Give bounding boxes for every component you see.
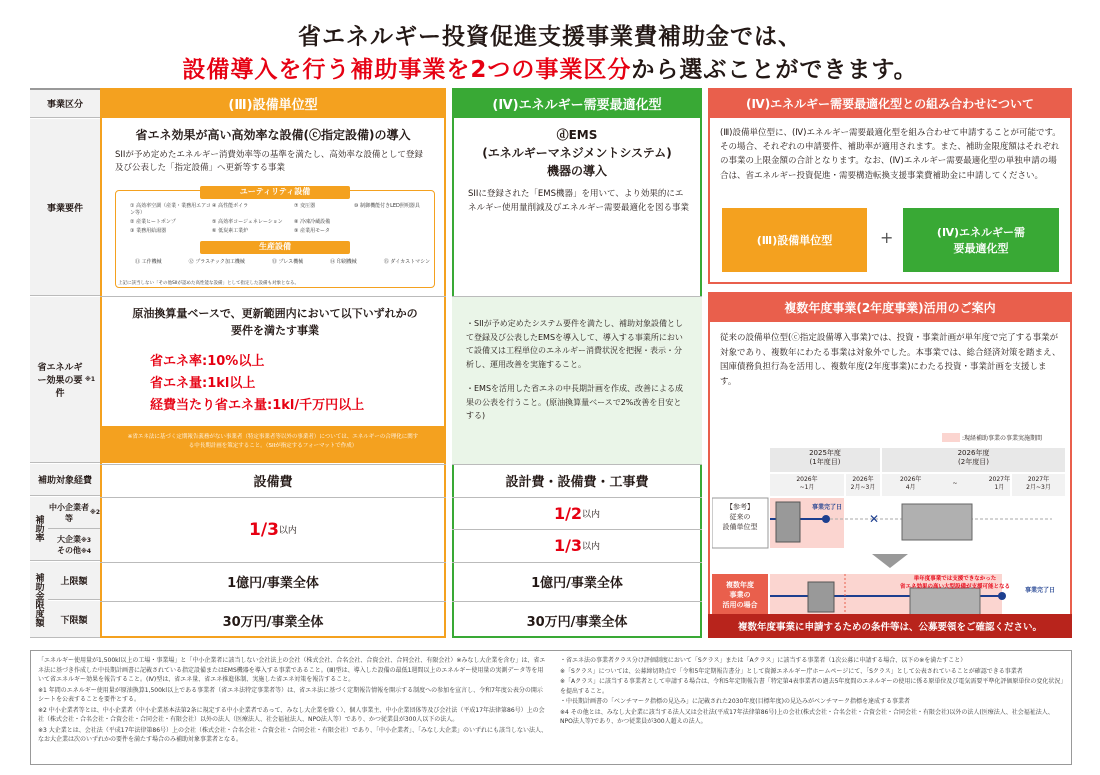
label-shoene-mark: ※1 [84, 376, 95, 383]
utility-item [354, 228, 430, 235]
utility-item: ⑨ 産業用モータ [294, 228, 330, 234]
utility-item: ② 産業ヒートポンプ [130, 219, 176, 225]
period4 [1012, 476, 1065, 492]
utility-item: ⑧ 冷凍冷蔵設備 [294, 219, 331, 225]
period4-range: 2月~3月 [1026, 484, 1051, 491]
title-rest: から選ぶことができます。 [631, 57, 918, 83]
utility-item: ④ 高性能ボイラ [212, 203, 249, 209]
combo-box2: (Ⅳ)エネルギー需要最適化型 [903, 208, 1059, 272]
ref-label1: 【参考】 [726, 503, 754, 511]
col3-upper: 1億円/事業全体 [100, 562, 446, 600]
down-arrow [872, 554, 908, 568]
multi-note1: 単年度事業では支援できなかった [913, 576, 997, 582]
col4-lower: 30万円/事業全体 [452, 601, 702, 638]
col3-effect2: 省エネ量:1kl以上 [150, 376, 256, 391]
col4-rate1-suffix: 以内 [582, 510, 601, 520]
footer-note: ※3 大企業とは、会社法（平成17年法律第86号）上の会社（株式会社・合名会社・合資会社・合同会社・有限会社）であり、「中小企業者」、「みなし大企業」のいずれにも該当しない法人、なお大企業は次のいずれかの要件を満たす場合のみ補助対象事業者となる。 [38, 726, 548, 743]
col3-expense: 設備費 [100, 464, 446, 496]
col4-rate1-cell [452, 497, 702, 529]
period1-year: 2026年 [796, 476, 818, 483]
period3-end-month: 1月 [994, 484, 1005, 491]
footer-note: ※「Sクラス」については、公募締切時点で「令和5年定期報告書分」として資源エネルギー庁ホームページにて、「Sクラス」として公表されていることが確認できる事業者 [560, 667, 1023, 675]
title-highlight: 設備導入を行う補助事業を2つの事業区分 [182, 57, 632, 83]
multi-label [712, 580, 768, 610]
col4-effect2: ・EMSを活用した省エネの中長期計画を作成、改善による成果の公表を行うこと。(原油換算量ベースで2%改善を目安とする) [466, 384, 684, 420]
ref-done-dot [822, 515, 830, 523]
col3-rate-suffix: 以内 [278, 526, 297, 536]
col3-effect1: 省エネ率:10%以上 [150, 354, 265, 369]
label-chusho-text: 中小企業者等 [48, 502, 89, 523]
footer-note: ※1 年間のエネルギー使用量が原油換算1,500kl以上である事業者（省エネ法特定事業者等）は、省エネ法に基づく定期報告情報を開示する制度への参加を宣言し、令和7年度公表分の開示シートを公表することを要件とする。 [38, 686, 543, 703]
col3-effect-title: 原油換算量ベースで、更新範囲内において以下いずれかの要件を満たす事業 [132, 307, 418, 337]
year-2026-label: 2026年度 [957, 449, 990, 457]
col3-req-title: 省エネ効果が高い高効率な設備(ⓒ指定設備)の導入 [135, 128, 411, 142]
utility-item: ⑩ 制御機能付きLED照明器具 [354, 203, 420, 209]
big-machine-icon-ref [902, 504, 972, 540]
col4-upper: 1億円/事業全体 [452, 562, 702, 600]
big-machine-icon [910, 588, 980, 616]
period2-year: 2026年 [852, 476, 874, 483]
period1 [770, 476, 844, 492]
label-daikigyo-mark: ※3 [80, 536, 91, 544]
label-sonota-text: その他 [56, 545, 81, 555]
label-jogen: 上限額 [48, 562, 100, 600]
legend-text: :現経補助事業の事業実施期間 [962, 435, 1043, 442]
label-jigyo-kubun: 事業区分 [30, 88, 100, 118]
utility-item: ⑤ 高効率コージェネレーション [212, 219, 283, 225]
multi-label3: 活用の場合 [722, 601, 758, 609]
footer-note: ※2 中小企業者等とは、中小企業者（中小企業基本法第2条に規定する中小企業者であって、みなし大企業を除く）、個人事業主、中小企業団体等及び会社法（平成17年法律第86号）上の会社（株式会社・合名会社・合資会社・合同会社・有限会社）以外の法人（医療法人、社会福祉法人、NPO法人等）であり、かつ従業員が300人以下の法人。 [38, 706, 545, 723]
label-chusho-mark: ※2 [89, 509, 100, 516]
utility-items [130, 203, 430, 235]
year-2025-label: 2025年度 [809, 449, 841, 457]
page-title-line1: 省エネルギー投資促進支援事業費補助金では、 [298, 24, 802, 50]
utility-item: ⑦ 変圧器 [294, 203, 316, 209]
multi-machine-icon1 [808, 582, 834, 612]
legend-swatch [942, 433, 960, 442]
utility-item: ① 高効率空調（産業・業務用エアコン等） [130, 203, 211, 216]
col4-rate2-cell [452, 529, 702, 561]
multi-done-dot [998, 592, 1006, 600]
period1-range: ~1月 [799, 484, 815, 491]
col3-effect-note: ※省エネ法に基づく定期報告義務がない事業者（特定事業者等以外の事業者）については、エネルギーの合理化に関する中長期計画を策定すること。（SIIが指定するフォーマットで作成） [102, 426, 444, 463]
ref-label3: 設備単位型 [722, 523, 758, 531]
combo-header: (Ⅳ)エネルギー需要最適化型との組み合わせについて [708, 88, 1072, 118]
utility-item: ③ 業務用給湯器 [130, 228, 167, 234]
col3-rate-cell [100, 497, 446, 561]
col4-req-title2: (エネルギーマネジメントシステム) [482, 146, 672, 160]
label-jigyo-yoken: 事業要件 [30, 119, 100, 296]
seisan-item: ⑮ ダイカストマシン [383, 259, 430, 265]
utility-item: ⑥ 低炭素工業炉 [212, 228, 249, 234]
label-daikigyo [48, 529, 100, 561]
utility-item [354, 219, 430, 226]
multi-note2: 省エネ効果の高い大型設備が支援可能となる [899, 584, 1010, 590]
col3-effect3: 経費当たり省エネ量:1kl/千万円以上 [150, 398, 365, 413]
footer-note: 「エネルギー使用量が1,500kl以上の工場・事業場」と「中小企業者に該当しない会社法上の会社（株式会社、合名会社、合資会社、合同会社、有限会社）※みなし大企業を含む」は、省エネ法に基づき作成した中長期計画書に記載されている指定設備またはEMS機器を導入する事業であること。(Ⅲ)型は、導入した設備の最低1週間以上のエネルギー使用量の実測データ等を用いて省エネルギー効果を報告すること。(Ⅳ)型は、省エネ量、省エネ推進体制、実施した省エネ対策を報告すること。 [38, 657, 546, 683]
ref-cross: ✕ [868, 512, 880, 526]
period2 [846, 476, 880, 492]
seisan-items [135, 258, 430, 265]
col4-rate2-suffix: 以内 [582, 542, 601, 552]
col4-req-title3: 機器の導入 [546, 164, 607, 178]
label-shoene-yoken [30, 297, 100, 463]
multi-note [880, 575, 1030, 591]
footer-left [38, 656, 548, 746]
footer-note: ※4 その他とは、みなし大企業に該当する法人又は会社法(平成17年法律第86号)上の会社(株式会社・合名会社・合資会社・合同会社・有限会社)以外の法人(医療法人、社会福祉法人、NPO法人等)であり、かつ従業員が300人超えの法人。 [560, 708, 1054, 725]
label-daikigyo-text: 大企業 [56, 534, 81, 544]
period3-start-year: 2026年 [900, 476, 922, 483]
seisan-item: ⑫ プラスチック加工機械 [188, 259, 245, 265]
combo-text: (Ⅲ)設備単位型に、(Ⅳ)エネルギー需要最適化型を組み合わせて申請することが可能です。その場合、それぞれの申請要件、補助率が適用されます。また、補助金限度額はそれぞれの事業の上限金額の合計となります。なお、(Ⅳ)エネルギー需要最適化型の単独申請の場合は、省エネルギー投資促進・需要構造転換支援事業費補助金に申請してください。 [720, 128, 1061, 181]
col4-effect1: ・SIIが予め定めたシステム要件を満たし、補助対象設備として登録及び公表したEMSを導入して、導入する事業所において設備又は工程単位のエネルギー消費状況を把握・表示・分析し、運用改善を実施すること。 [466, 319, 683, 369]
col4-rate2: 1/3 [553, 536, 583, 555]
col3-rate: 1/3 [249, 519, 279, 540]
label-gendogaku: 補助金限度額 [30, 562, 48, 638]
multi-header: 複数年度事業(2年度事業)活用のご案内 [708, 292, 1072, 322]
col4-req-title1: ⓓEMS [556, 128, 598, 142]
seisan-item: ⑪ 工作機械 [135, 259, 162, 265]
year-2026 [882, 449, 1065, 467]
label-kagen: 下限額 [48, 601, 100, 638]
year-2026-sub: (2年度目) [958, 458, 989, 466]
multi-text: 従来の設備単位型(ⓒ指定設備導入事業)では、投資・事業計画が単年度で完了する事業が対象であり、複数年にわたる事業は対象外でした。本事業では、総合経済対策を踏まえ、国庫債務負担行為を活用し、複数年度(2年度事業)にわたる投資・事業計画を支援します。 [720, 333, 1061, 387]
col4-header: (Ⅳ)エネルギー需要最適化型 [452, 88, 702, 118]
col4-expense: 設計費・設備費・工事費 [452, 464, 702, 496]
footer-right [560, 656, 1065, 728]
multi-label1: 複数年度 [726, 581, 754, 589]
multi-done-label: 事業完了日 [1025, 587, 1056, 594]
combo-box1: (Ⅲ)設備単位型 [722, 208, 867, 272]
col3-note: 上記に該当しない「その他SIIが認めた高性能な設備」として指定した設備も対象となる。 [118, 281, 300, 286]
combo-plus: + [880, 228, 894, 247]
footer-note: ※「Aクラス」に該当する事業者として申請する場合は、令和5年定期報告書「特定第4表事業者の過去5年度間のエネルギーの使用に係る原単位及び電気需要平準化評価原単位の変化状況」を提出すること。 [560, 678, 1064, 695]
period3-start-month: 4月 [905, 484, 916, 491]
seisan-item: ⑭ 印刷機械 [330, 259, 357, 265]
col4-rate1: 1/2 [553, 504, 583, 523]
year-2025-sub: (1年度目) [809, 458, 841, 466]
seisan-item: ⑬ プレス機械 [271, 259, 304, 265]
multi-label2: 事業の [729, 591, 751, 599]
utility-label: ユーティリティ設備 [200, 186, 350, 199]
label-chusho [48, 497, 100, 529]
seisan-label: 生産設備 [200, 241, 350, 254]
ref-label [712, 502, 768, 532]
footer-note: ・省エネ法の事業者クラス分け評価制度において「Sクラス」または「Aクラス」に該当する事業者（1次公募に申請する場合、以下の※を満たすこと） [560, 657, 967, 664]
col3-lower: 30万円/事業全体 [100, 601, 446, 638]
label-sonota-mark: ※4 [80, 547, 91, 555]
page-title-line2 [0, 51, 1100, 84]
label-taisho-keihi: 補助対象経費 [30, 464, 100, 496]
period3 [900, 476, 1010, 492]
period2-range: 2月~3月 [850, 484, 876, 491]
ref-done-label: 事業完了日 [812, 504, 843, 511]
col3-header: (Ⅲ)設備単位型 [100, 88, 446, 118]
label-hojoritsu: 補助率 [30, 497, 48, 561]
period4-year: 2027年 [1027, 476, 1050, 483]
col4-req-text: SIIに登録された「EMS機器」を用いて、より効果的にエネルギー使用量削減及びエネルギー需要最適化を図る事業 [468, 189, 690, 213]
label-shoene-text: 省エネルギー効果の要件 [37, 363, 83, 399]
ref-machine-icon [776, 502, 800, 542]
footer-note: ・中長期計画書の「ベンチマーク指標の見込み」に記載された2030年度(目標年度)の見込みがベンチマーク指標を達成する事業者 [560, 698, 910, 705]
period3-end-year: 2027年 [988, 476, 1010, 483]
multi-bottom-banner: 複数年度事業に申請するための条件等は、公募要領をご確認ください。 [708, 614, 1072, 638]
ref-label2: 従来の [729, 513, 751, 521]
col3-req-text: SIIが予め定めたエネルギー消費効率等の基準を満たし、高効率な設備として登録及び公表した「指定設備」へ更新等する事業 [115, 150, 423, 173]
year-2025 [770, 449, 880, 467]
period3-tilde: ~ [952, 480, 958, 487]
col3-divider1 [100, 296, 446, 297]
